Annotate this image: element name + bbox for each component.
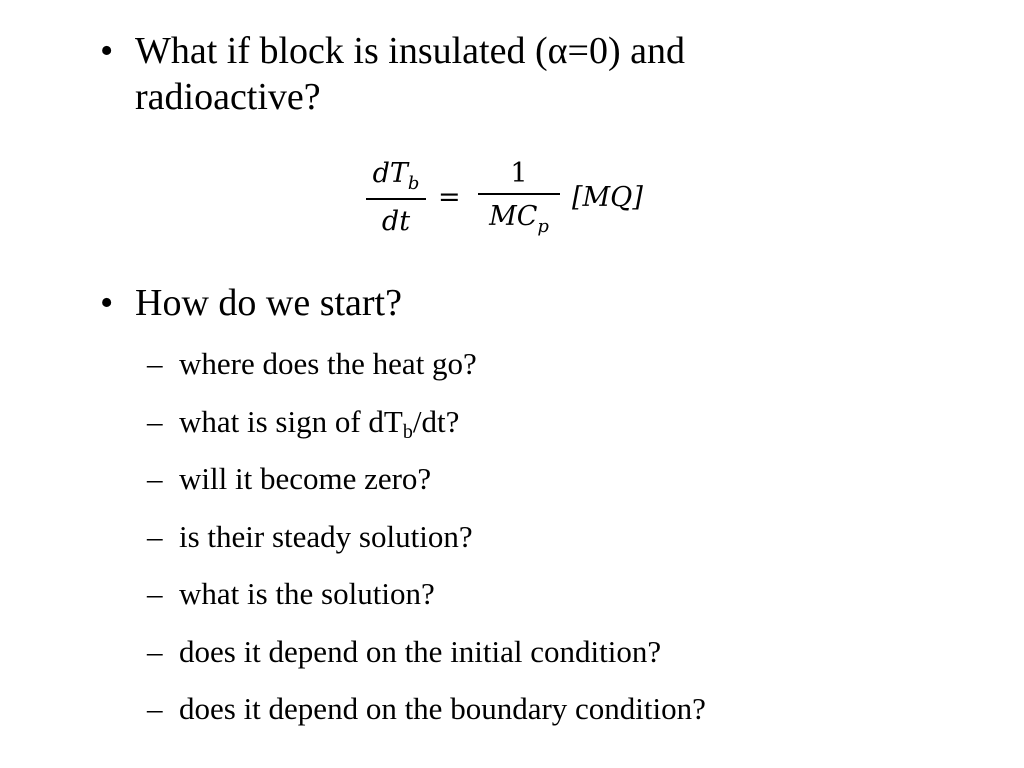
dash-marker: –: [147, 518, 163, 554]
list-item: [147, 573, 706, 631]
fraction-rhs: [478, 158, 560, 237]
list-item: [147, 401, 706, 459]
equation-dtb-dt: [366, 158, 666, 258]
fraction-denominator: $MC_p$: [489, 201, 549, 237]
list-item-text: is their steady solution?: [179, 518, 473, 554]
sub-bullet-list: [147, 343, 706, 746]
bracket-term: [MQ]: [572, 182, 643, 213]
list-item-text: does it depend on the initial condition?: [179, 633, 662, 669]
list-item: [147, 631, 706, 689]
bullet-dot: •: [100, 282, 114, 324]
dash-marker: –: [147, 691, 163, 726]
bullet-item-how-start: [100, 280, 825, 326]
fraction-denominator: dt: [381, 206, 411, 237]
dash-marker: –: [147, 403, 163, 439]
bullet-dot: •: [100, 30, 114, 72]
fraction-numerator: 1: [510, 158, 528, 189]
list-item: [147, 688, 706, 746]
list-item-text: what is the solution?: [179, 576, 435, 611]
list-item: [147, 516, 706, 574]
bullet-text: How do we start?: [135, 282, 402, 324]
list-item-text: does it depend on the boundary condition?: [179, 691, 706, 726]
bullet-text: What if block is insulated (α=0) and radioactive?: [135, 30, 685, 118]
fraction-bar: [366, 198, 426, 200]
dash-marker: –: [147, 346, 163, 381]
dash-marker: –: [147, 576, 163, 611]
list-item: [147, 458, 706, 516]
bullet-item-insulated: [100, 28, 825, 120]
dash-marker: –: [147, 461, 163, 496]
list-item-text: will it become zero?: [179, 461, 432, 496]
fraction-lhs: [366, 158, 426, 237]
list-item-text: what is sign of dTb/dt?: [179, 403, 460, 443]
dash-marker: –: [147, 633, 163, 669]
equals-sign: =: [438, 182, 461, 213]
list-item-text: where does the heat go?: [179, 346, 477, 381]
fraction-bar: [478, 193, 560, 195]
fraction-numerator: $dT_b$: [372, 158, 420, 194]
list-item: [147, 343, 706, 401]
